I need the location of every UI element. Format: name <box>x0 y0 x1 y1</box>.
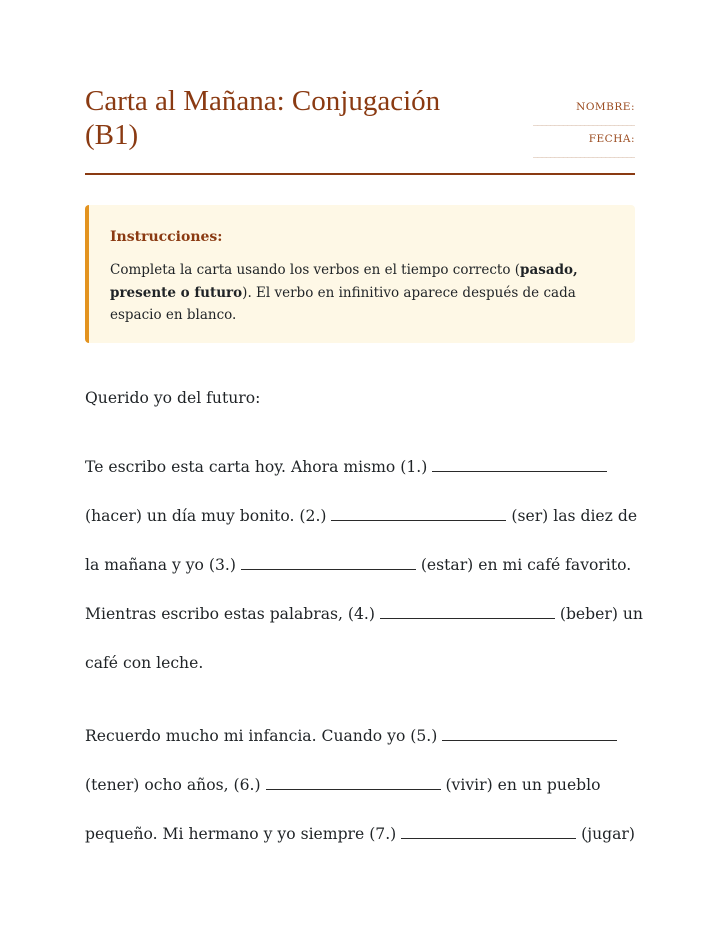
sentence-segment: Te escribo esta carta hoy. Ahora mismo (1.) <box>85 458 433 476</box>
instructions-box <box>85 205 635 343</box>
worksheet-header <box>85 84 635 176</box>
instructions-tenses: pasado, presente o futuro <box>110 262 578 301</box>
instructions-title: Instrucciones: <box>110 229 223 245</box>
letter-greeting: Querido yo del futuro: <box>85 389 261 407</box>
date-row <box>485 132 635 164</box>
sentence-segment: (ser) las diez de la mañana y yo (3.) <box>85 507 638 574</box>
sentence-segment: (estar) en mi café favorito. Mientras escribo estas palabras, (4.) <box>85 556 632 623</box>
sentence-segment: (jugar) <box>576 825 635 843</box>
name-row <box>485 100 635 132</box>
name-blank-line: ________________________ <box>533 114 635 126</box>
sentence-segment: (tener) ocho años, (6.) <box>85 776 266 794</box>
answer-blank-5[interactable] <box>442 726 617 741</box>
page-title: Carta al Mañana: Conjugación (B1) <box>85 85 441 151</box>
sentence-segment: Recuerdo mucho mi infancia. Cuando yo (5.) <box>85 727 443 745</box>
instructions-text <box>110 259 613 327</box>
answer-blank-1[interactable] <box>432 457 607 472</box>
header-divider <box>85 173 635 175</box>
name-label: NOMBRE: <box>576 101 635 113</box>
answer-blank-6[interactable] <box>266 775 441 790</box>
instructions-text-start: Completa la carta usando los verbos en el tiempo correcto ( <box>110 262 521 278</box>
sentence-segment: (vivir) en un pueblo pequeño. Mi hermano y yo siempre (7.) <box>85 776 601 843</box>
date-blank-line: ________________________ <box>533 146 635 158</box>
letter-body <box>85 385 645 843</box>
answer-blank-4[interactable] <box>380 604 555 619</box>
student-info <box>485 100 635 164</box>
sentence-segment: (beber) un café con leche. <box>85 605 643 672</box>
answer-blank-7[interactable] <box>401 824 576 839</box>
letter-paragraph-1 <box>85 443 645 688</box>
date-label: FECHA: <box>588 133 635 145</box>
instructions-text-end: ). El verbo en infinitivo aparece después de cada espacio en blanco. <box>110 284 576 323</box>
sentence-segment: (hacer) un día muy bonito. (2.) <box>85 507 332 525</box>
answer-blank-2[interactable] <box>331 506 506 521</box>
answer-blank-3[interactable] <box>241 555 416 570</box>
letter-paragraph-2 <box>85 712 645 859</box>
